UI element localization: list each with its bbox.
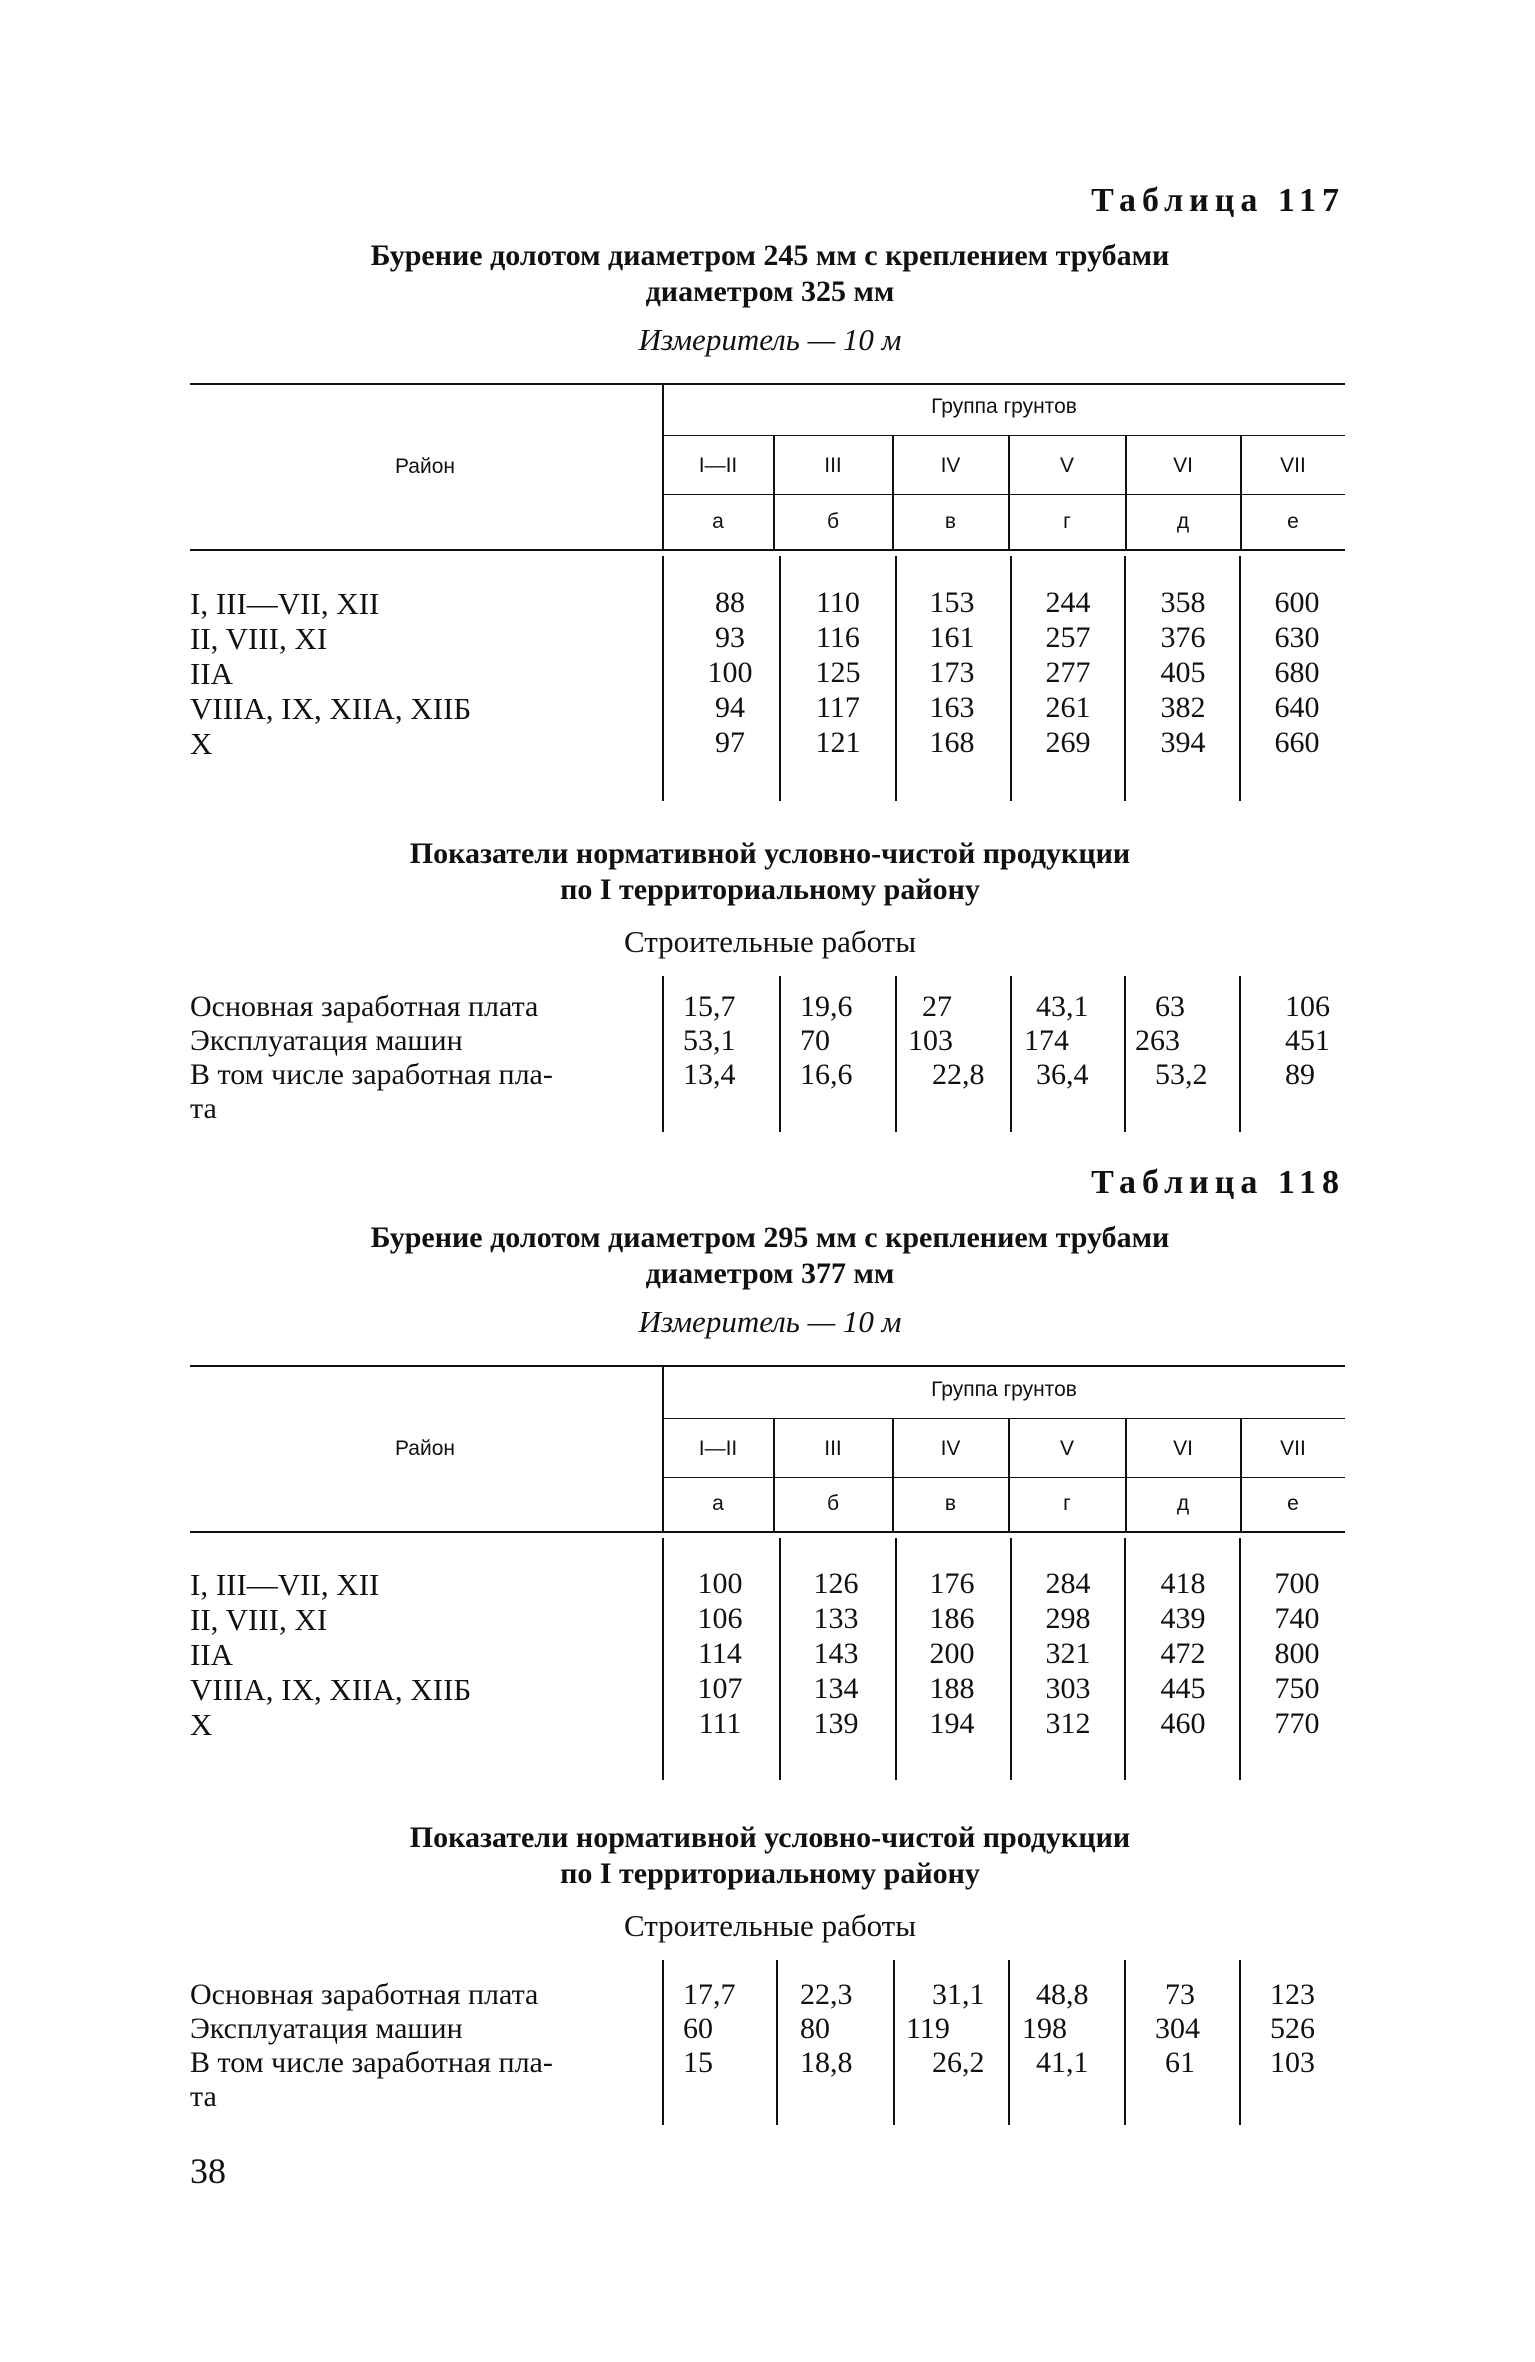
cell: 116 [816,621,860,654]
cell: 22,3 [800,1978,853,2011]
cell: 121 [815,726,861,759]
cell: 700 [1274,1567,1320,1600]
cell: 630 [1274,621,1320,654]
cell: 100 [697,1567,743,1600]
cell: 15 [683,2046,713,2079]
header-group-4: V [1059,1437,1074,1460]
cell: 111 [698,1707,742,1740]
header-group-3: IV [940,1437,961,1460]
cell: 126 [813,1567,859,1600]
cell: 125 [815,656,861,689]
cell: 445 [1160,1672,1206,1705]
row-district: I, III—VII, XII [190,586,380,621]
table-top-rule [190,1365,1345,1367]
cell: 277 [1045,656,1091,689]
cell: 110 [816,586,860,619]
group-rule [663,435,1345,436]
header-letter-5: д [1176,1492,1190,1515]
cell: 13,4 [683,1058,736,1091]
row-district: II, VIII, XI [190,621,328,656]
table-117-title-line1: Бурение долотом диаметром 245 мм с креплением трубами [370,239,1170,272]
indicators-118-heading-line1: Показатели нормативной условно-чистой продукции [409,1821,1131,1854]
cell: 60 [683,2012,713,2045]
cell: 119 [906,2012,950,2045]
cell: 750 [1274,1672,1320,1705]
cell: 298 [1045,1602,1091,1635]
cell: 31,1 [932,1978,985,2011]
cell: 161 [929,621,975,654]
header-group-5: VI [1173,454,1193,477]
cell: 194 [929,1707,975,1740]
cell: 17,7 [683,1978,736,2011]
table-117-title-line2: диаметром 325 мм [645,275,895,308]
cell: 284 [1045,1567,1091,1600]
row-district: VIIIА, IX, XIIА, XIIБ [190,691,472,726]
row-label: Основная заработная плата [190,990,539,1023]
cell: 80 [800,2012,830,2045]
indicators-118-subheading: Строительные работы [623,1908,917,1943]
table-117-label: Таблица 117 [1091,182,1345,219]
cell: 53,1 [683,1024,736,1057]
header-letter-3: в [944,510,957,533]
cell: 263 [1135,1024,1180,1057]
cell: 106 [1285,990,1330,1023]
header-letter-2: б [826,1492,840,1515]
cell: 27 [922,990,952,1023]
indicators-117-heading-line2: по I территориальному району [560,873,980,906]
indicators-117-subheading: Строительные работы [623,924,917,959]
table-117-measure: Измеритель — 10 м [638,322,902,357]
header-group-1: I—II [698,1437,738,1460]
row-district: X [190,726,213,761]
cell: 472 [1160,1637,1206,1670]
header-group-2: III [824,454,842,477]
table-118-label: Таблица 118 [1091,1164,1345,1201]
cell: 89 [1285,1058,1315,1091]
letters-rule [663,494,1345,495]
cell: 176 [929,1567,975,1600]
cell: 43,1 [1036,990,1089,1023]
row-district: I, III—VII, XII [190,1567,380,1602]
header-soil-group: Группа грунтов [931,395,1077,418]
header-letter-1: а [712,1492,724,1515]
page-number: 38 [190,2151,226,2191]
row-label-continuation: та [190,1092,217,1125]
row-label: В том числе заработная пла- [190,2046,553,2079]
table-top-rule [190,383,1345,385]
table-118-measure: Измеритель — 10 м [638,1304,902,1339]
cell: 358 [1160,586,1206,619]
cell: 88 [715,586,745,619]
header-group-6: VII [1280,1437,1306,1460]
table-header-rule [190,1531,1345,1533]
cell: 70 [800,1024,830,1057]
cell: 163 [929,691,975,724]
header-letter-4: г [1063,510,1071,533]
cell: 660 [1274,726,1320,759]
cell: 19,6 [800,990,853,1023]
header-letter-1: а [712,510,724,533]
cell: 93 [715,621,745,654]
row-district: VIIIА, IX, XIIА, XIIБ [190,1672,472,1707]
row-district: IIА [190,1637,234,1672]
row-label: Эксплуатация машин [190,2012,463,2045]
cell: 418 [1160,1567,1206,1600]
header-group-2: III [824,1437,842,1460]
cell: 134 [813,1672,859,1705]
row-label-continuation: та [190,2080,217,2113]
header-letter-6: е [1287,1492,1299,1515]
row-label: Основная заработная плата [190,1978,539,2011]
cell: 15,7 [683,990,736,1023]
cell: 770 [1274,1707,1320,1740]
cell: 740 [1274,1602,1320,1635]
cell: 16,6 [800,1058,853,1091]
cell: 123 [1270,1978,1315,2011]
cell: 36,4 [1036,1058,1089,1091]
cell: 73 [1165,1978,1195,2011]
cell: 321 [1045,1637,1091,1670]
indicators-118-heading-line2: по I территориальному району [560,1857,980,1890]
table-header-rule [190,549,1345,551]
header-letter-3: в [944,1492,957,1515]
cell: 133 [813,1602,859,1635]
cell: 451 [1285,1024,1330,1057]
header-letter-6: е [1287,510,1299,533]
header-group-6: VII [1280,454,1306,477]
cell: 61 [1165,2046,1195,2079]
cell: 198 [1022,2012,1067,2045]
header-soil-group: Группа грунтов [931,1378,1077,1401]
cell: 107 [697,1672,743,1705]
header-group-5: VI [1173,1437,1193,1460]
cell: 139 [813,1707,859,1740]
cell: 526 [1270,2012,1315,2045]
cell: 303 [1045,1672,1091,1705]
cell: 26,2 [932,2046,985,2079]
cell: 439 [1160,1602,1206,1635]
header-letter-4: г [1063,1492,1071,1515]
cell: 174 [1024,1024,1069,1057]
group-rule [663,1418,1345,1419]
cell: 640 [1274,691,1320,724]
cell: 261 [1045,691,1091,724]
header-group-1: I—II [698,454,738,477]
cell: 200 [929,1637,975,1670]
cell: 382 [1160,691,1206,724]
cell: 269 [1045,726,1091,759]
letters-rule [663,1477,1345,1478]
cell: 117 [816,691,860,724]
header-group-4: V [1059,454,1074,477]
row-district: II, VIII, XI [190,1602,328,1637]
cell: 244 [1045,586,1091,619]
cell: 41,1 [1036,2046,1089,2079]
cell: 100 [707,656,753,689]
cell: 600 [1274,586,1320,619]
cell: 304 [1155,2012,1200,2045]
cell: 312 [1045,1707,1091,1740]
cell: 680 [1274,656,1320,689]
cell: 94 [715,691,745,724]
cell: 106 [697,1602,743,1635]
cell: 186 [929,1602,975,1635]
row-label: В том числе заработная пла- [190,1058,553,1091]
cell: 114 [698,1637,742,1670]
row-label: Эксплуатация машин [190,1024,463,1057]
header-district: Район [395,1437,455,1460]
header-letter-2: б [826,510,840,533]
row-district: IIА [190,656,234,691]
cell: 143 [813,1637,859,1670]
cell: 257 [1045,621,1091,654]
cell: 376 [1160,621,1206,654]
cell: 103 [908,1024,953,1057]
cell: 173 [929,656,975,689]
row-district: X [190,1707,213,1742]
cell: 48,8 [1036,1978,1089,2011]
header-district: Район [395,455,455,478]
cell: 405 [1160,656,1206,689]
header-group-3: IV [940,454,961,477]
cell: 97 [715,726,745,759]
cell: 53,2 [1155,1058,1208,1091]
cell: 188 [929,1672,975,1705]
cell: 22,8 [932,1058,985,1091]
cell: 168 [929,726,975,759]
cell: 800 [1274,1637,1320,1670]
cell: 394 [1160,726,1206,759]
cell: 153 [929,586,975,619]
indicators-117-heading-line1: Показатели нормативной условно-чистой продукции [409,837,1131,870]
cell: 103 [1270,2046,1315,2079]
cell: 18,8 [800,2046,853,2079]
cell: 460 [1160,1707,1206,1740]
cell: 63 [1155,990,1185,1023]
table-118-title-line1: Бурение долотом диаметром 295 мм с креплением трубами [370,1221,1170,1254]
table-118-title-line2: диаметром 377 мм [645,1257,895,1290]
header-letter-5: д [1176,510,1190,533]
